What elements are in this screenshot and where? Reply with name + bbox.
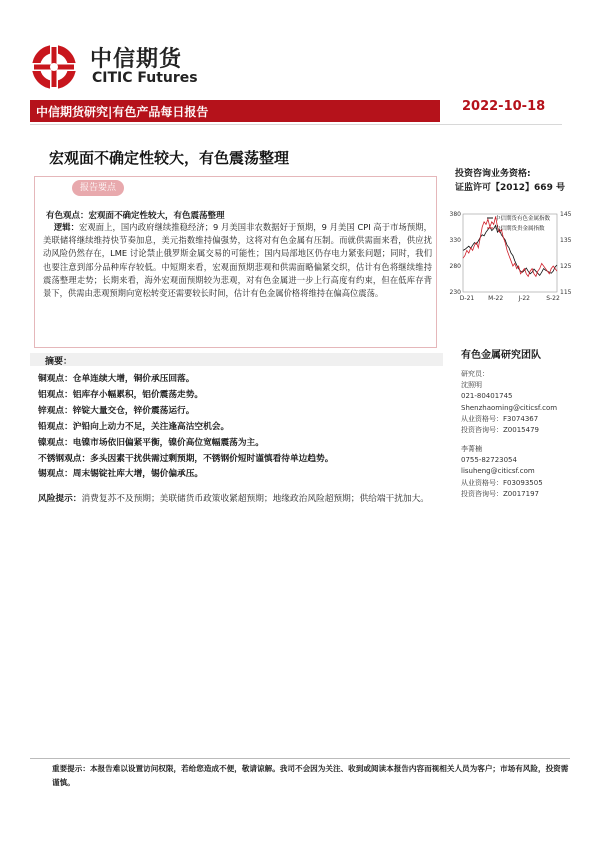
view-label: 锌观点： [38,405,73,416]
y-right-tick-label: 125 [560,263,572,270]
x-tick-label: D-21 [459,295,475,302]
view-item [38,372,333,388]
analyst-role: 研究员： [461,370,489,378]
view-label: 铝观点： [38,389,73,400]
footer-disclaimer: 重要提示：本报告难以设置访问权限，若给您造成不便，敬请谅解。我司不会因为关注、收到或阅读本报告内容而视相关人员为客户；市场有风险，投资需谨慎。 [52,764,569,787]
license-line-1: 投资咨询业务资格: [455,169,531,179]
y-right-tick-label: 135 [560,237,572,244]
footer-divider [30,758,570,759]
x-tick-label: J-22 [518,295,531,302]
analyst-phone: 0755-82723054 [461,456,517,465]
view-label: 铜观点： [38,374,73,384]
view-text: 仓单连续大增，铜价承压回落。 [72,374,195,384]
view-text: 铝库存小幅累积，铝价震荡走势。 [72,389,204,400]
views-list [38,372,333,483]
summary-view-line: 有色观点：宏观面不确定性较大，有色震荡整理 [46,211,225,221]
view-text: 周末锡锭社库大增，锡价偏承压。 [72,469,204,480]
view-label: 镍观点： [38,437,73,448]
report-title: 宏观面不确定性较大，有色震荡整理 [49,149,290,167]
y-left-tick-label: 280 [449,263,461,270]
view-label: 锡观点： [38,469,73,480]
view-item [38,420,333,436]
brand-name-cn: 中信期货 [90,47,183,72]
view-label: 铅观点： [38,421,73,432]
analyst-invest-license: 投资咨询号：Z0017197 [461,489,539,498]
summary-tag: 报告要点 [72,180,124,196]
analyst-name: 李菁楠 [461,445,482,453]
analyst-name: 沈照明 [461,381,482,390]
legend-label: 中信期货有色金属指数 [495,216,551,222]
logic-label: 逻辑： [53,222,80,232]
risk-text: 消费复苏不及预期；美联储货币政策收紧超预期；地缘政治风险超预期；供给端干扰加大。 [81,494,429,504]
analyst-email[interactable]: Shenzhaoming@citicsf.com [461,403,558,412]
analyst-phone: 021-80401745 [461,392,513,401]
x-tick-label: S-22 [546,295,560,302]
y-left-tick-label: 330 [449,237,461,244]
view-item [38,436,333,452]
logic-text: 宏观面上，国内政府继续推稳经济；9 月美国非农数据好于预期，9 月美国 CPI 高于市场预期，美联储将继续维持快节奏加息，美元指数维持偏强势，这将对有色金属有压制。而就供需面来看，供应扰动风险仍然存在，LME 讨论禁止俄罗斯金属交易的可能性；国内局部地区仍存电力紧张问题；同时，我们也要注意到部分品种库存较低。中短期来看，宏观面预期悲观和供需面略偏紧交织，估计有色将继续维持震荡整理走势；长期来看，海外宏观面预期较为悲观，对有色金属进一步上行高度有约束，但在低库存背景下，供需由悲观预期向宽松转变还需要较长时间，估计有色金属价格将维持在偏高位震荡。 [43,222,432,299]
analyst-qualification: 从业资格号：F03093505 [461,478,543,487]
report-date: 2022-10-18 [462,99,546,114]
view-item [38,467,333,483]
y-right-tick-label: 115 [560,289,572,296]
y-left-tick-label: 380 [449,211,461,218]
citic-logo-icon [30,43,78,91]
x-tick-label: M-22 [488,295,504,302]
license-line-2: 证监许可【2012】669 号 [455,183,565,193]
series-line-1 [463,225,557,275]
banner-title: 中信期货研究|有色产品每日报告 [36,105,209,119]
divider [30,124,562,125]
y-right-tick-label: 145 [560,211,572,218]
abstract-label: 摘要： [45,357,73,367]
view-item [38,388,333,404]
y-left-tick-label: 230 [449,289,461,296]
index-chart [445,208,585,310]
analyst-qualification: 从业资格号：F3074367 [461,414,539,423]
view-item [38,452,333,468]
risk-label: 风险提示： [38,494,82,504]
view-item [38,404,333,420]
summary-paragraph [43,221,432,300]
view-label: 不锈钢观点： [38,453,91,464]
analyst-card [461,444,543,500]
view-text: 电镍市场依旧偏紧平衡，镍价高位宽幅震荡为主。 [72,437,264,448]
analyst-invest-license: 投资咨询号：Z0015479 [461,426,539,435]
abstract-bar [30,353,443,366]
view-text: 锌锭大量交仓，锌价震荡运行。 [72,405,195,416]
analyst-email[interactable]: lisuheng@citicsf.com [461,467,535,476]
analyst-card [461,369,557,436]
brand-name-en: CITIC Futures [92,70,198,86]
team-title: 有色金属研究团队 [461,350,541,361]
view-text: 多头因素干扰供需过剩预期，不锈钢价短时谨慎看待单边趋势。 [90,453,334,464]
view-text: 沪铅向上动力不足，关注逢高沽空机会。 [72,421,230,432]
risk-warning [38,492,433,507]
legend-label: 中信期货贵金属指数 [495,226,545,232]
